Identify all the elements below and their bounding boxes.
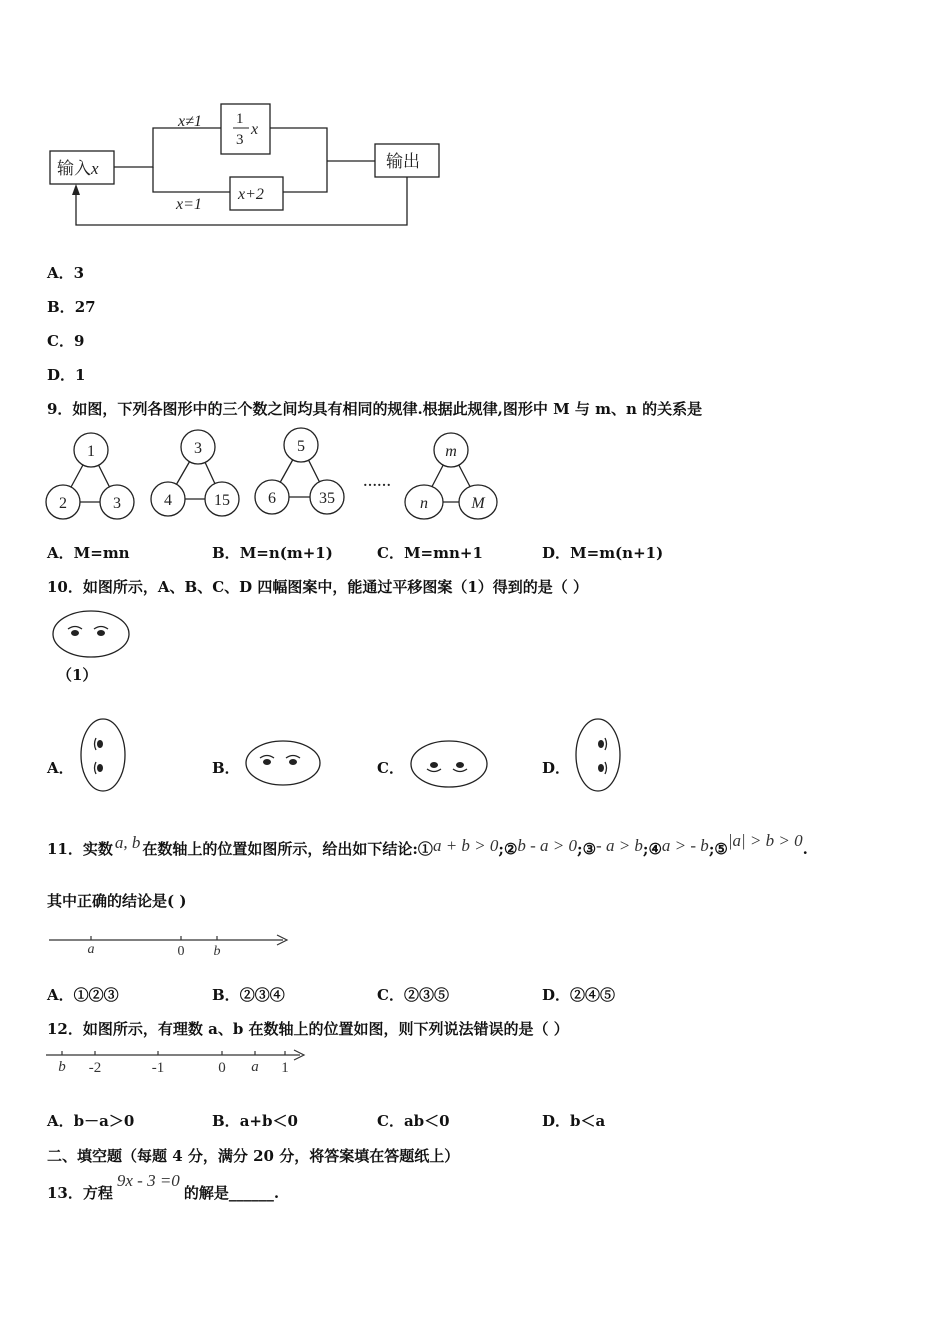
q11-option-b: B．②③④ (212, 986, 285, 1004)
q12-axis-a: a (251, 1059, 259, 1075)
q8-option-b: B．27 (47, 298, 96, 316)
q11-axis-a: a (87, 942, 95, 957)
q12-option-b: B．a+b＜0 (212, 1112, 298, 1130)
ellipsis-dots: …… (363, 475, 391, 490)
q10-original-face (50, 608, 135, 660)
q8-option-c: C．9 (47, 332, 85, 350)
q10-face-c (409, 738, 491, 790)
q11-stem: 11．实数 a, b 在数轴上的位置如图所示，给出如下结论:①a + b > 0;②b - a > 0;③- a > b;④a > - b;⑤|a| > b > 0. (47, 831, 808, 858)
q9-stem: 9．如图，下列各图形中的三个数之间均具有相同的规律.根据此规律,图形中 M 与 m、n 的关系是 (47, 400, 703, 418)
q12-option-a: A．b－a＞0 (47, 1112, 135, 1130)
output-label: 输出 (386, 152, 420, 171)
op-top-numerator: 1 (236, 111, 244, 127)
q10-option-d: D． (542, 759, 571, 777)
op-top-box (221, 104, 270, 154)
tri1-top-num: 1 (87, 443, 95, 460)
tri1-right-num: 3 (113, 495, 121, 512)
tri4-top-var: m (445, 443, 457, 460)
q12-stem: 12．如图所示，有理数 a、b 在数轴上的位置如图，则下列说法错误的是（ ） (47, 1020, 569, 1038)
q10-option-a: A． (47, 759, 74, 777)
tri2-top-num: 3 (194, 440, 202, 457)
input-label: 输入x (57, 159, 99, 178)
q12-option-d: D．b＜a (542, 1112, 606, 1130)
q8-option-a: A．3 (47, 264, 85, 282)
q11-axis-zero: 0 (177, 944, 185, 959)
tri2-right-num: 15 (214, 492, 230, 509)
q12-axis-minus2: -2 (88, 1060, 102, 1076)
q8-option-d: D．1 (47, 366, 86, 384)
q9-option-b: B．M=n(m+1) (212, 544, 333, 562)
tri4-left-var: n (420, 495, 428, 512)
tri4-right-var: M (471, 495, 485, 512)
cond-bottom-label: x=1 (176, 196, 202, 213)
q11-stem-2: 其中正确的结论是( ) (47, 892, 187, 910)
feedback-arrow (72, 184, 80, 195)
q9-option-c: C．M=mn+1 (377, 544, 483, 562)
section-2-title: 二、填空题（每题 4 分，满分 20 分，将答案填在答题纸上） (47, 1147, 460, 1165)
q11-option-d: D．②④⑤ (542, 986, 616, 1004)
q11-option-c: C．②③⑤ (377, 986, 449, 1004)
op-top-denominator: 3 (236, 132, 244, 148)
q12-axis-one: 1 (281, 1060, 289, 1076)
q10-option-c: C． (377, 759, 404, 777)
flowchart-diagram (40, 95, 460, 235)
q12-number-line (42, 1044, 312, 1080)
q12-axis-zero: 0 (218, 1060, 226, 1076)
q10-option-b: B． (212, 759, 240, 777)
q13-stem: 13．方程9x - 3 =0的解是______. (47, 1171, 280, 1202)
tri3-right-num: 35 (319, 490, 335, 507)
q10-figure-label: （1） (57, 666, 98, 684)
q12-axis-minus1: -1 (151, 1060, 165, 1076)
tri3-top-num: 5 (297, 438, 305, 455)
cond-top-label: x≠1 (178, 113, 202, 130)
q10-face-a (78, 716, 130, 796)
q9-option-d: D．M=m(n+1) (542, 544, 664, 562)
q11-number-line (45, 928, 295, 962)
q11-axis-b: b (213, 944, 221, 959)
op-bottom-label: x+2 (238, 186, 264, 203)
q9-triangles-figure (40, 426, 510, 526)
op-top-variable: x (251, 121, 259, 138)
q10-stem: 10．如图所示，A、B、C、D 四幅图案中，能通过平移图案（1）得到的是（ ） (47, 578, 589, 596)
q9-option-a: A．M=mn (47, 544, 130, 562)
q12-axis-b: b (58, 1059, 66, 1075)
q10-face-d (572, 716, 624, 796)
tri3-left-num: 6 (268, 490, 276, 507)
tri1-left-num: 2 (59, 495, 67, 512)
tri2-left-num: 4 (164, 492, 172, 509)
q10-face-b (244, 738, 324, 788)
q12-option-c: C．ab＜0 (377, 1112, 450, 1130)
q11-option-a: A．①②③ (47, 986, 119, 1004)
